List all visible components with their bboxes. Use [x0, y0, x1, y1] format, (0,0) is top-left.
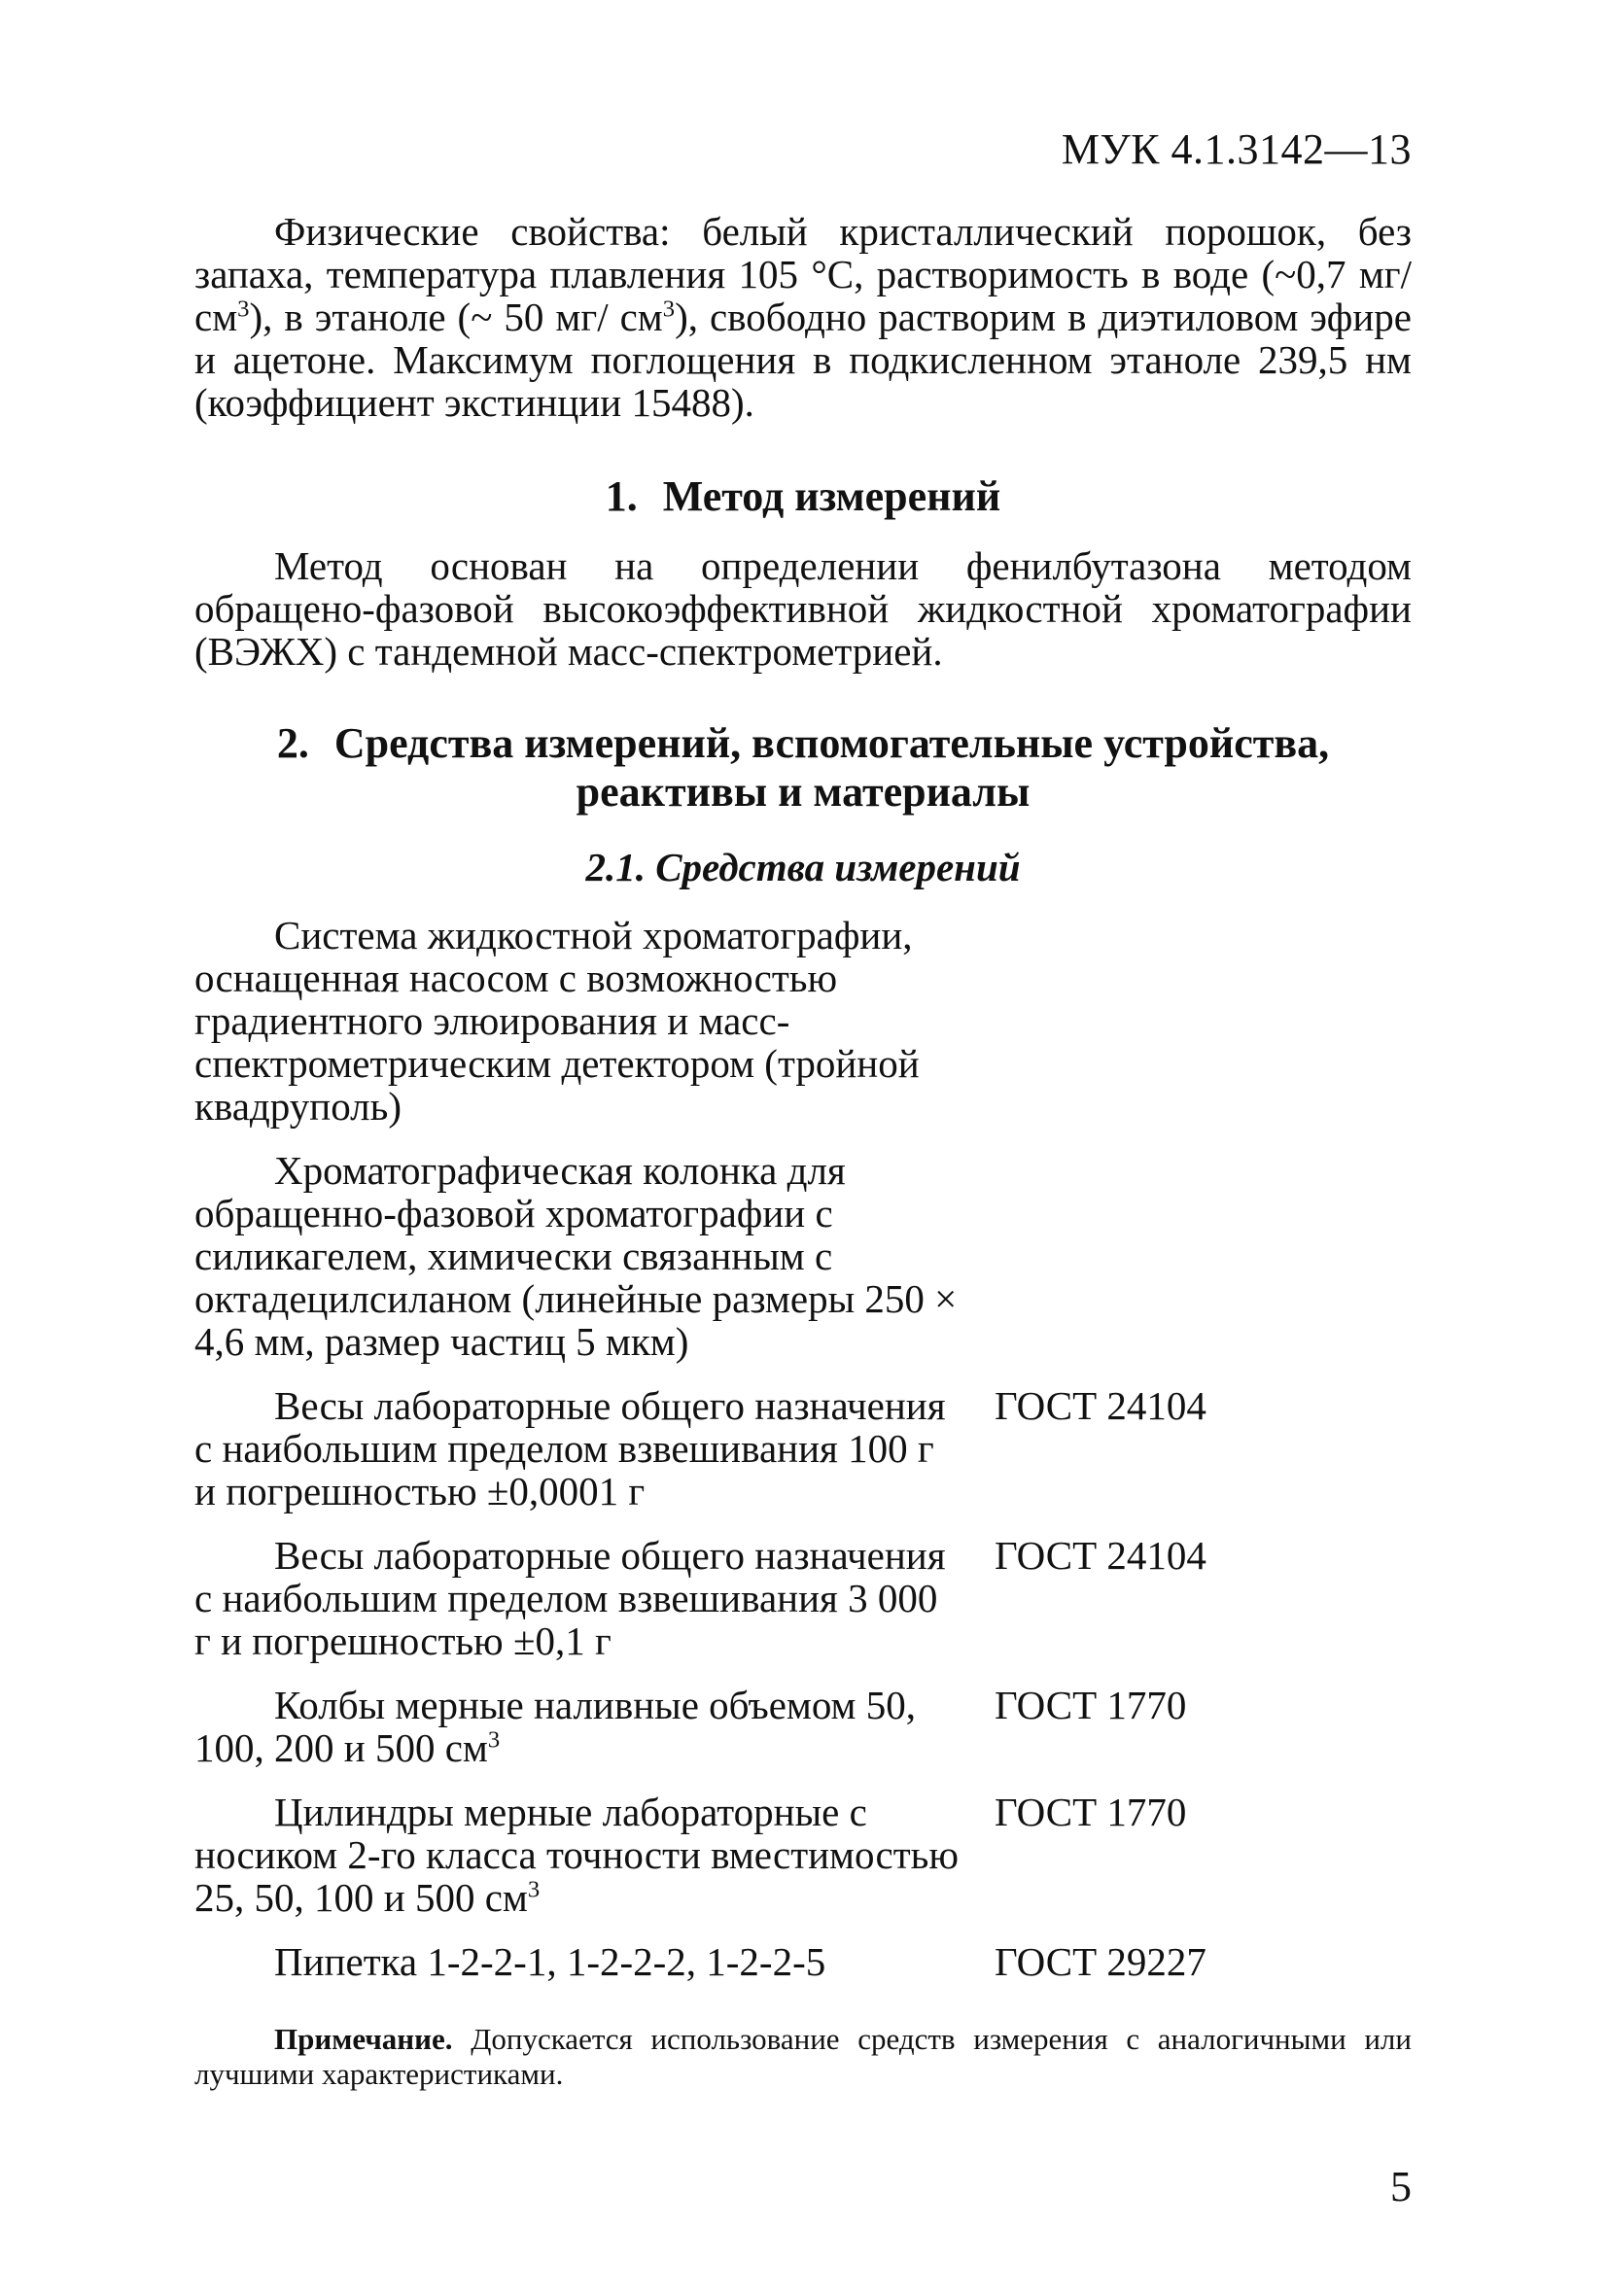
equipment-item-description: Весы лабораторные общего назначения с наибольшим пределом взвешивания 3 000 г и погрешностью ±0,1 г [194, 1533, 946, 1663]
document-code: МУК 4.1.3142—13 [1061, 125, 1412, 173]
equipment-item-standard: ГОСТ 1770 [995, 1790, 1187, 1834]
section-2-heading [194, 719, 1412, 817]
equipment-item-text [194, 1684, 962, 1769]
intro-text-part1: Физические свойства: белый кристаллический порошок, без запаха, температура плавления 105 °С, растворимость в воде (~0,7 мг/см [194, 209, 1412, 339]
equipment-item-standard: ГОСТ 1770 [995, 1683, 1187, 1727]
equipment-item-text [194, 1149, 962, 1363]
equipment-item [194, 1791, 1412, 1919]
note-paragraph [194, 2022, 1412, 2092]
equipment-item-text [194, 914, 962, 1128]
equipment-item-text [194, 1940, 962, 1983]
equipment-item-description: Весы лабораторные общего назначения с наибольшим пределом взвешивания 100 г и погрешностью ±0,0001 г [194, 1383, 946, 1513]
section-1-number: 1. [605, 472, 638, 520]
page-number: 5 [1390, 2163, 1412, 2210]
subsection-2-1-heading: 2.1. Средства измерений [585, 845, 1021, 889]
equipment-item-text [194, 1534, 962, 1662]
equipment-list [194, 914, 1412, 2004]
equipment-item [194, 1384, 1412, 1513]
section-2-title-line1: Средства измерений, вспомогательные устройства, [333, 719, 1330, 767]
section-1-paragraph [194, 544, 1412, 673]
section-2-title-line2: реактивы и материалы [576, 768, 1031, 816]
equipment-item-description: Хроматографическая колонка для обращенно-фазовой хроматографии с силикагелем, химически связанным с октадецилсиланом (линейные размеры 250 × 4,6 мм, размер частиц 5 мкм) [194, 1148, 958, 1364]
note-label: Примечание. [274, 2022, 453, 2056]
equipment-item-text [194, 1791, 962, 1919]
equipment-item-standard: ГОСТ 24104 [995, 1533, 1206, 1578]
intro-text-part3: ), свободно растворим в диэтиловом эфире и ацетоне. Максимум поглощения в подкисленном этаноле 239,5 нм (коэффициент экстинции 15488). [194, 295, 1412, 425]
equipment-item [194, 914, 1412, 1128]
equipment-item-superscript: 3 [527, 1876, 541, 1903]
equipment-item [194, 1940, 1412, 1983]
section-1-text: Метод основан на определении фенилбутазона методом обращено-фазовой высокоэффективной жидкостной хроматографии (ВЭЖХ) с тандемной масс-спектрометрией. [194, 543, 1412, 674]
note-text: Допускается использование средств измерения с аналогичными или лучшими характеристиками. [194, 2022, 1412, 2091]
equipment-item-standard: ГОСТ 29227 [995, 1939, 1206, 1984]
section-1-heading [194, 472, 1412, 521]
equipment-item-description: Система жидкостной хроматографии, оснащенная насосом с возможностью градиентного элюирования и масс-спектрометрическим детектором (тройной квадруполь) [194, 913, 920, 1129]
equipment-item-description: Пипетка 1-2-2-1, 1-2-2-2, 1-2-2-5 [274, 1939, 826, 1984]
equipment-item-description: Цилиндры мерные лабораторные с носиком 2-го класса точности вместимостью 25, 50, 100 и 500 см [194, 1790, 959, 1920]
equipment-item [194, 1149, 1412, 1363]
equipment-item-standard: ГОСТ 24104 [995, 1383, 1206, 1428]
equipment-item-description: Колбы мерные наливные объемом 50, 100, 200 и 500 см [194, 1683, 917, 1770]
document-page [194, 0, 1412, 2296]
equipment-item [194, 1684, 1412, 1769]
physical-properties-paragraph [194, 210, 1412, 424]
equipment-item [194, 1534, 1412, 1662]
equipment-item-superscript: 3 [487, 1726, 501, 1754]
section-2-number: 2. [276, 719, 309, 767]
section-1-title: Метод измерений [662, 472, 1001, 520]
intro-text-part2: ), в этаноле (~ 50 мг/ см [249, 295, 663, 339]
equipment-item-text [194, 1384, 962, 1513]
intro-superscript-2: 3 [662, 296, 676, 323]
intro-superscript-1: 3 [237, 296, 250, 323]
